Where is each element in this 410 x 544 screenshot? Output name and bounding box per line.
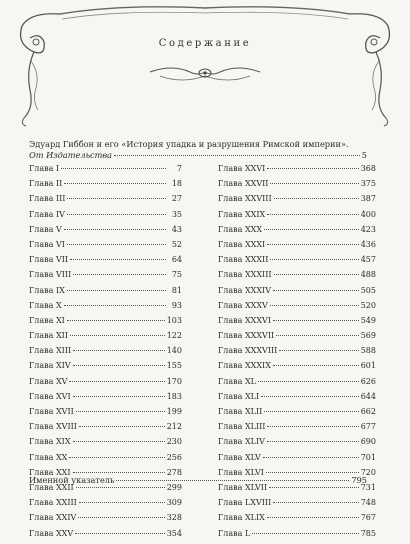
toc-entry <box>29 361 182 376</box>
dot-leader <box>64 229 166 230</box>
chapter-label: Глава XIV <box>29 361 71 371</box>
chapter-page-number: 18 <box>171 179 182 189</box>
chapter-label: Глава XXIV <box>29 513 77 523</box>
dot-leader <box>274 198 359 199</box>
chapter-label: Глава XXXIX <box>218 361 271 371</box>
chapter-page-number: 27 <box>171 194 182 204</box>
chapter-page-number: 35 <box>171 209 182 219</box>
chapter-label: Глава XXXII <box>218 255 269 265</box>
chapter-label: Глава XXXIV <box>218 285 271 295</box>
dot-leader <box>267 441 359 442</box>
toc-entry <box>29 270 182 285</box>
toc-entry <box>218 498 376 513</box>
chapter-label: Глава XLI <box>218 391 260 401</box>
chapter-page-number: 309 <box>166 498 182 508</box>
chapter-page-number: 457 <box>360 255 376 265</box>
chapter-page-number: 569 <box>360 331 376 341</box>
toc-entry <box>218 392 376 407</box>
chapter-page-number: 785 <box>360 528 376 538</box>
chapter-label: Глава XXI <box>29 467 71 477</box>
chapter-page-number: 328 <box>166 513 182 523</box>
chapter-label: Глава XLIV <box>218 437 265 447</box>
dot-leader <box>270 305 359 306</box>
chapter-label: Глава VI <box>29 239 65 249</box>
chapter-label: Глава XXXVIII <box>218 346 278 356</box>
dot-leader <box>69 381 164 382</box>
chapter-label: Глава XXV <box>29 528 74 538</box>
chapter-label: Глава XLV <box>218 452 261 462</box>
chapter-label: Глава XXX <box>218 224 263 234</box>
chapter-page-number: 601 <box>360 361 376 371</box>
page-title: Содержание <box>158 38 252 49</box>
toc-entry <box>29 164 182 179</box>
chapter-page-number: 170 <box>166 376 182 386</box>
toc-entry <box>29 453 182 468</box>
dot-leader <box>79 502 165 503</box>
dot-leader <box>73 350 165 351</box>
toc-entry <box>29 498 182 513</box>
dot-leader <box>267 426 358 427</box>
dot-leader <box>73 472 165 473</box>
toc-entry <box>218 361 376 376</box>
dot-leader <box>273 365 359 366</box>
chapter-page-number: 767 <box>360 513 376 523</box>
chapter-page-number: 81 <box>171 285 182 295</box>
toc-entry <box>29 346 182 361</box>
toc-entry <box>29 240 182 255</box>
chapter-page-number: 7 <box>176 164 182 173</box>
chapter-label: Глава XIII <box>29 346 72 356</box>
dot-leader <box>274 274 359 275</box>
toc-entry <box>29 179 182 194</box>
chapter-page-number: 256 <box>166 452 182 462</box>
toc-entry <box>29 392 182 407</box>
toc-entry <box>218 316 376 331</box>
dot-leader <box>276 335 359 336</box>
dot-leader <box>252 533 358 534</box>
chapter-page-number: 64 <box>171 255 182 265</box>
toc-entry <box>218 483 376 498</box>
chapter-page-number: 690 <box>360 437 376 447</box>
chapter-page-number: 230 <box>166 437 182 447</box>
dot-leader <box>67 244 166 245</box>
dot-leader <box>270 259 358 260</box>
chapter-page-number: 43 <box>171 224 182 234</box>
toc-entry <box>218 164 376 179</box>
dot-leader <box>67 290 166 291</box>
toc-entry <box>29 316 182 331</box>
dot-leader <box>73 274 166 275</box>
dot-leader <box>75 533 165 534</box>
chapter-page-number: 122 <box>166 331 182 341</box>
intro-subtitle: От Издательства <box>29 150 113 160</box>
chapter-page-number: 103 <box>166 315 182 325</box>
toc-entry <box>29 286 182 301</box>
chapter-label: Глава XXIII <box>29 498 77 508</box>
toc-entry <box>218 407 376 422</box>
dot-leader <box>263 457 359 458</box>
dot-leader <box>267 168 358 169</box>
dot-leader <box>76 411 165 412</box>
chapter-page-number: 488 <box>360 270 376 280</box>
chapter-page-number: 212 <box>166 422 182 432</box>
chapter-label: Глава L <box>218 528 251 538</box>
chapter-label: Глава XVI <box>29 391 71 401</box>
chapter-label: Глава XXII <box>29 482 74 492</box>
dot-leader <box>69 457 164 458</box>
chapter-label: Глава XV <box>29 376 68 386</box>
toc-entry <box>218 301 376 316</box>
chapter-label: Глава XLII <box>218 407 263 416</box>
toc-entry <box>218 194 376 209</box>
chapter-label: Глава III <box>29 194 66 204</box>
dot-leader <box>264 229 359 230</box>
chapter-page-number: 140 <box>166 346 182 356</box>
toc-entry <box>29 513 182 528</box>
toc-entry <box>29 225 182 240</box>
dot-leader <box>64 305 166 306</box>
chapter-label: Глава VIII <box>29 270 72 280</box>
chapter-page-number: 75 <box>171 270 182 280</box>
chapter-label: Глава XLVII <box>218 482 268 492</box>
dot-leader <box>67 214 166 215</box>
dot-leader <box>76 487 165 488</box>
chapter-label: Глава XXXIII <box>218 270 272 280</box>
dot-leader <box>273 502 358 503</box>
chapter-page-number: 677 <box>360 422 376 432</box>
dot-leader <box>267 244 359 245</box>
dot-leader <box>114 155 360 156</box>
chapter-page-number: 354 <box>166 528 182 538</box>
chapter-page-number: 520 <box>360 300 376 310</box>
intro-title: Эдуард Гиббон и его «История упадка и разрушения Римской империи». <box>29 139 349 149</box>
chapter-label: Глава XXXI <box>218 239 266 249</box>
chapter-page-number: 588 <box>360 346 376 356</box>
chapter-label: Глава IX <box>29 285 65 295</box>
dot-leader <box>273 320 359 321</box>
dot-leader <box>266 472 359 473</box>
toc-right-column <box>218 164 376 544</box>
toc-entry <box>218 346 376 361</box>
dot-leader <box>261 396 359 397</box>
chapter-page-number: 626 <box>360 376 376 386</box>
chapter-label: Глава XXXVI <box>218 315 271 325</box>
dot-leader <box>67 198 166 199</box>
chapter-page-number: 387 <box>360 194 376 204</box>
toc-entry <box>218 437 376 452</box>
chapter-page-number: 299 <box>166 482 182 492</box>
chapter-page-number: 278 <box>166 467 182 477</box>
toc-entry <box>29 422 182 437</box>
dot-leader <box>73 365 165 366</box>
chapter-label: Глава LXVIII <box>218 498 272 508</box>
chapter-label: Глава I <box>29 164 60 173</box>
chapter-page-number: 375 <box>360 179 376 189</box>
toc-entry <box>218 225 376 240</box>
intro-entry <box>29 139 367 161</box>
chapter-label: Глава XXIX <box>218 209 266 219</box>
chapter-page-number: 423 <box>360 224 376 234</box>
toc-entry <box>218 286 376 301</box>
chapter-label: Глава XI <box>29 315 65 325</box>
toc-entry <box>218 255 376 270</box>
dot-leader <box>270 183 358 184</box>
chapter-label: Глава IV <box>29 209 65 219</box>
chapter-page-number: 52 <box>171 239 182 249</box>
toc-entry <box>218 210 376 225</box>
chapter-label: Глава XII <box>29 331 68 341</box>
dot-leader <box>70 335 165 336</box>
chapter-label: Глава XLIX <box>218 513 265 523</box>
chapter-page-number: 183 <box>166 391 182 401</box>
toc-entry <box>218 240 376 255</box>
dot-leader <box>279 350 358 351</box>
chapter-label: Глава XLIII <box>218 422 266 432</box>
chapter-label: Глава XXVI <box>218 164 266 173</box>
chapter-label: Глава XVII <box>29 407 74 416</box>
toc-left-column <box>29 164 182 544</box>
chapter-label: Глава XXXVII <box>218 331 275 341</box>
chapter-page-number: 720 <box>360 467 376 477</box>
chapter-label: Глава XVIII <box>29 422 77 432</box>
chapter-page-number: 644 <box>360 391 376 401</box>
dot-leader <box>73 441 165 442</box>
chapter-label: Глава XXVII <box>218 179 269 189</box>
chapter-page-number: 701 <box>360 452 376 462</box>
chapter-page-number: 662 <box>360 407 376 416</box>
dot-leader <box>67 320 165 321</box>
chapter-label: Глава V <box>29 224 62 234</box>
index-entry <box>29 475 367 485</box>
dot-leader <box>269 487 359 488</box>
toc-entry <box>29 529 182 544</box>
chapter-label: Глава XL <box>218 376 256 386</box>
chapter-label: Глава II <box>29 179 63 189</box>
toc-entry <box>29 483 182 498</box>
dot-leader <box>267 517 359 518</box>
chapter-page-number: 400 <box>360 209 376 219</box>
chapter-page-number: 549 <box>360 315 376 325</box>
chapter-label: Глава VII <box>29 255 69 265</box>
dot-leader <box>70 259 166 260</box>
chapter-page-number: 505 <box>360 285 376 295</box>
chapter-page-number: 368 <box>360 164 376 173</box>
chapter-page-number: 436 <box>360 239 376 249</box>
index-page-number: 795 <box>351 475 367 485</box>
toc-entry <box>218 270 376 285</box>
chapter-label: Глава XXXV <box>218 300 268 310</box>
chapter-page-number: 199 <box>166 407 182 416</box>
dot-leader <box>273 290 359 291</box>
toc-entry <box>29 377 182 392</box>
chapter-label: Глава X <box>29 300 62 310</box>
toc-entry <box>29 407 182 422</box>
dot-leader <box>73 396 165 397</box>
ornamental-frame <box>0 0 410 130</box>
dot-leader <box>258 381 359 382</box>
chapter-label: Глава XIX <box>29 437 71 447</box>
chapter-label: Глава XXVIII <box>218 194 272 204</box>
chapter-label: Глава XX <box>29 452 68 462</box>
toc-entry <box>218 422 376 437</box>
toc-entry <box>29 255 182 270</box>
chapter-page-number: 748 <box>360 498 376 508</box>
dot-leader <box>264 411 358 412</box>
dot-leader <box>79 426 165 427</box>
index-label: Именной указатель <box>29 475 115 485</box>
toc-entry <box>218 529 376 544</box>
toc-entry <box>29 194 182 209</box>
toc-entry <box>218 513 376 528</box>
intro-page-number: 5 <box>361 150 367 160</box>
toc-entry <box>29 331 182 346</box>
chapter-label: Глава XLVI <box>218 467 264 477</box>
dot-leader <box>116 480 349 481</box>
toc-entry <box>218 453 376 468</box>
dot-leader <box>61 168 166 169</box>
toc-entry <box>29 301 182 316</box>
dot-leader <box>78 517 164 518</box>
toc-entry <box>218 179 376 194</box>
toc-entry <box>218 377 376 392</box>
dot-leader <box>64 183 166 184</box>
chapter-page-number: 731 <box>360 482 376 492</box>
chapter-page-number: 93 <box>171 300 182 310</box>
toc-entry <box>29 210 182 225</box>
toc-entry <box>29 437 182 452</box>
toc-entry <box>218 331 376 346</box>
dot-leader <box>267 214 359 215</box>
chapter-page-number: 155 <box>166 361 182 371</box>
